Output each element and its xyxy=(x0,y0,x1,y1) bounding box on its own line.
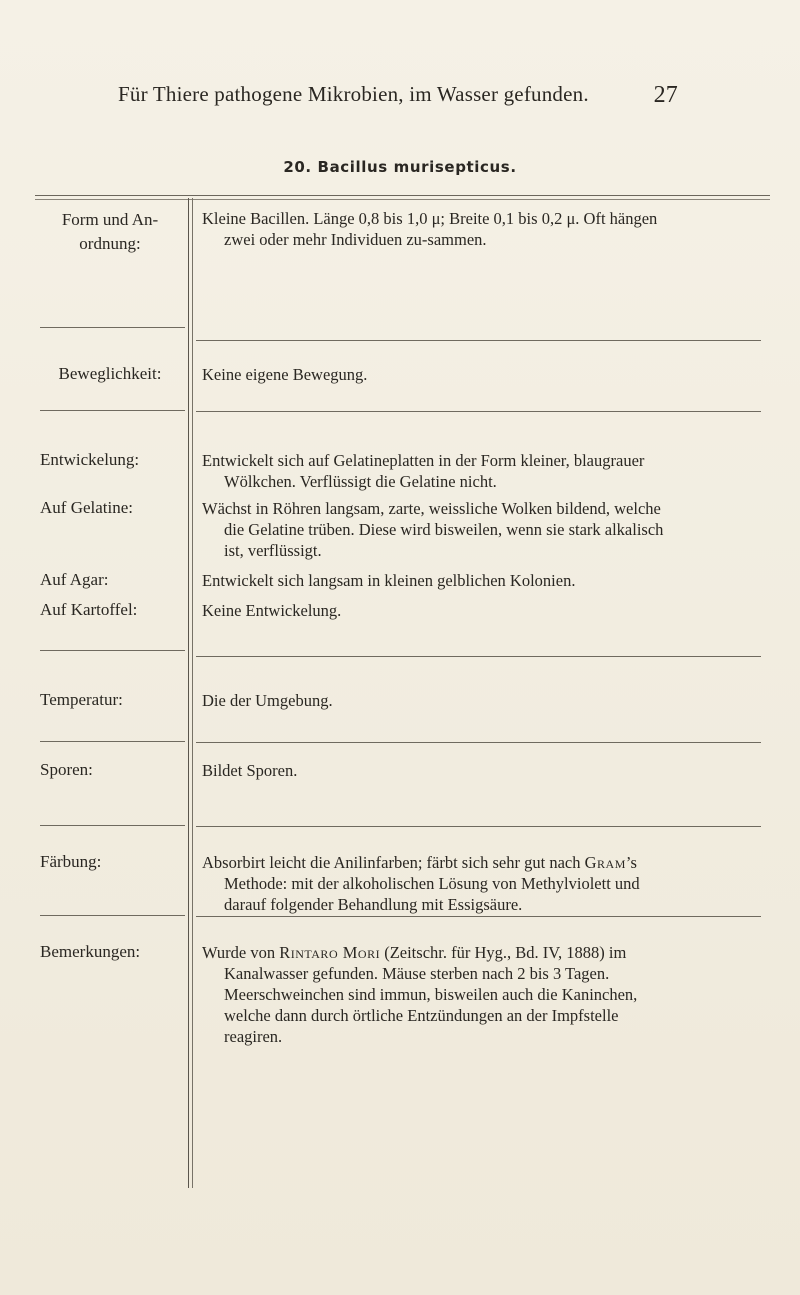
label-entwickelung: Entwickelung: xyxy=(40,450,140,469)
label-bemerkungen: Bemerkungen: xyxy=(40,942,141,961)
label-beweglichkeit: Beweglichkeit: xyxy=(58,364,162,383)
row-rule-right xyxy=(196,916,761,917)
row-rule-left xyxy=(40,825,185,826)
column-divider-lower-double xyxy=(192,763,193,1188)
label-agar: Auf Agar: xyxy=(40,570,109,589)
text-gelatine: Wächst in Röhren langsam, zarte, weissliche Wolken bildend, welche die Gelatine trüben. Diese wird bisweilen, wenn sie stark alkalisch ist, verflüssigt. xyxy=(202,499,664,560)
text-temperatur: Die der Umgebung. xyxy=(202,691,333,710)
row-rule-left xyxy=(40,915,185,916)
label-temperatur: Temperatur: xyxy=(40,690,123,709)
text-faerbung xyxy=(202,852,677,915)
label-gelatine: Auf Gelatine: xyxy=(40,498,133,517)
column-divider-lower xyxy=(188,758,189,1188)
label-faerbung: Färbung: xyxy=(40,852,102,871)
row-rule-right xyxy=(196,826,761,827)
text-sporen: Bildet Sporen. xyxy=(202,761,298,780)
author-name-mori: Rintaro Mori xyxy=(279,943,381,962)
text-bemerkungen-after: (Zeitschr. für Hyg., Bd. IV, 1888) im Kanalwasser gefunden. Mäuse sterben nach 2 bis 3 Tagen. Meerschweinchen sind immun, bisweilen auch die Kaninchen, welche dann durch örtliche Entzündungen an der Impfstelle reagiren. xyxy=(224,943,638,1046)
text-agar: Entwickelt sich langsam in kleinen gelblichen Kolonien. xyxy=(202,571,576,590)
text-entwickelung: Entwickelt sich auf Gelatineplatten in der Form kleiner, blaugrauer Wölkchen. Verflüssigt die Gelatine nicht. xyxy=(202,451,645,491)
text-bemerkungen xyxy=(202,942,677,1047)
section-title: 20. Bacillus murisepticus. xyxy=(283,158,517,176)
label-sporen: Sporen: xyxy=(40,760,93,779)
content-faerbung xyxy=(202,852,677,915)
page-number: 27 xyxy=(653,82,678,108)
text-beweglichkeit: Keine eigene Bewegung. xyxy=(202,365,368,384)
text-kartoffel: Keine Entwickelung. xyxy=(202,601,342,620)
content-bemerkungen xyxy=(202,942,677,1047)
label-kartoffel: Auf Kartoffel: xyxy=(40,600,138,619)
text-form: Kleine Bacillen. Länge 0,8 bis 1,0 μ; Breite 0,1 bis 0,2 μ. Oft hängen zwei oder mehr Individuen zu-sammen. xyxy=(202,209,658,249)
label-form: Form und An- ordnung: xyxy=(61,210,159,253)
text-faerbung-before: Absorbirt leicht die Anilinfarben; färbt sich sehr gut nach xyxy=(202,853,585,872)
running-title: Für Thiere pathogene Mikrobien, im Wasser gefunden. xyxy=(118,82,589,106)
text-bemerkungen-before: Wurde von xyxy=(202,943,280,962)
text-faerbung-after: ’s Methode: mit der alkoholischen Lösung von Methylviolett und darauf folgender Behandlung mit Essigsäure. xyxy=(224,853,640,914)
author-name-gram: Gram xyxy=(584,853,626,872)
